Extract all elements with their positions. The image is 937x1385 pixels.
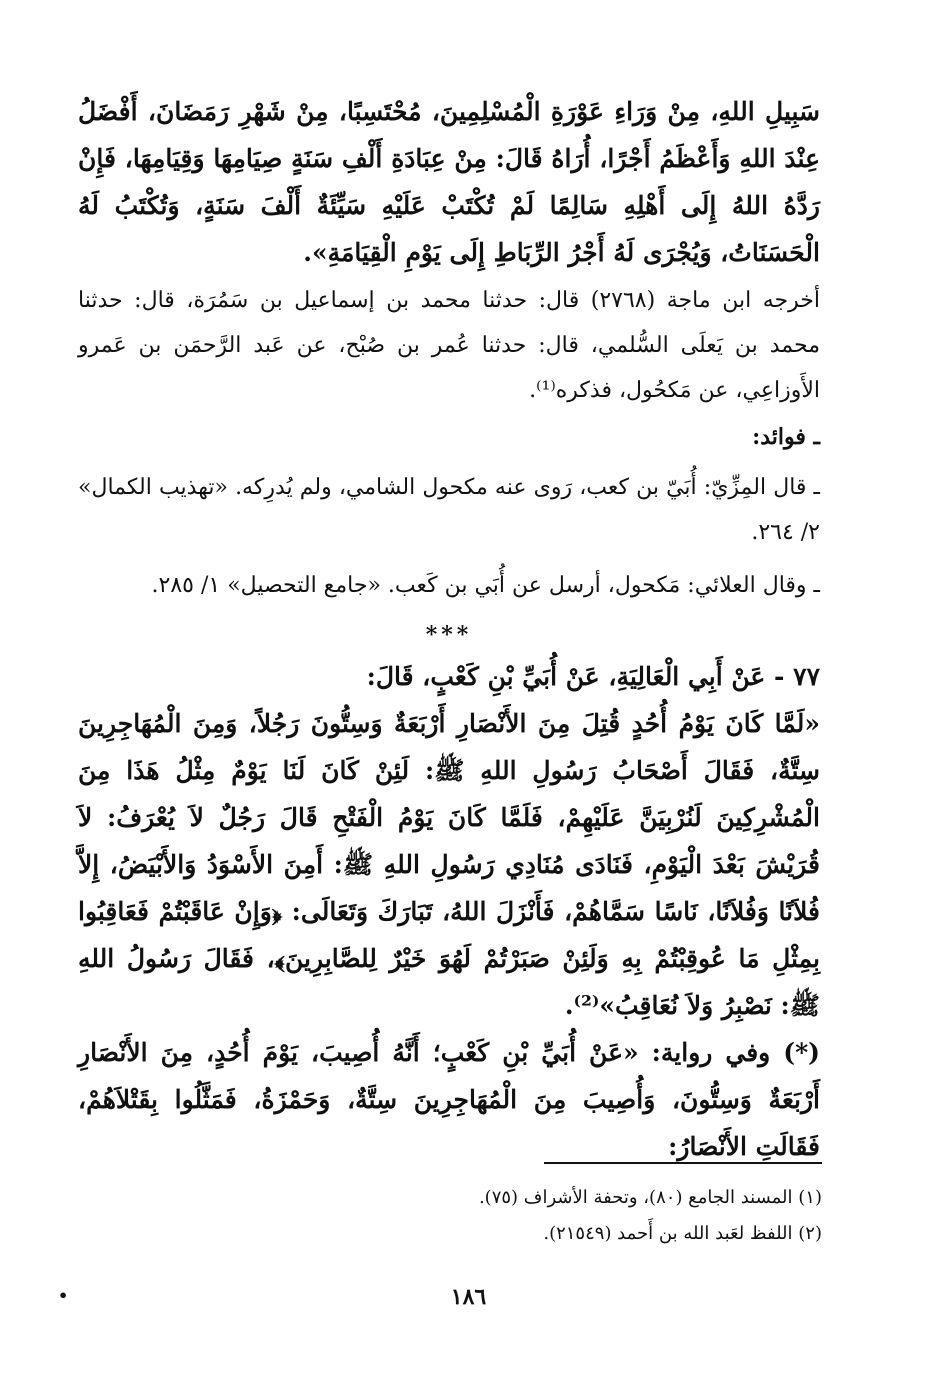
footnotes: [222, 1180, 822, 1252]
section-separator: ***: [425, 622, 473, 648]
hadith-77-title: ٧٧ - عَنْ أَبِي الْعَالِيَةِ، عَنْ أُبَيِّ بْنِ كَعْبٍ، قَالَ:: [366, 662, 820, 691]
hadith-77-variant: (*) وفي رواية: «عَنْ أُبَيِّ بْنِ كَعْبٍ؛ أَنَّهُ أُصِيبَ، يَوْمَ أُحُدٍ، مِنَ الأَنْصَارِ أَرْبَعَةٌ وَسِتُّونَ، وَأُصِيبَ مِنَ الْمُهَاجِرِينَ سِتَّةٌ، وَحَمْزَةُ، فَمَثَّلُوا بِقَتْلاَهُمْ، فَقَالَتِ الأَنْصَارُ:: [78, 1038, 820, 1161]
hadith-76-ending: سَبِيلِ اللهِ، مِنْ وَرَاءِ عَوْرَةِ الْمُسْلِمِينَ، مُحْتَسِبًا، مِنْ شَهْرِ رَمَضَانَ، أَفْضَلُ عِنْدَ اللهِ وَأَعْظَمُ أَجْرًا، أُرَاهُ قَالَ: مِنْ عِبَادَةِ أَلْفِ سَنَةٍ صِيَامِهَا وَقِيَامِهَا، فَإِنْ رَدَّهُ اللهُ إِلَى أَهْلِهِ سَالِمًا لَمْ تُكْتَبْ عَلَيْهِ سَيِّئَةٌ أَلْفَ سَنَةٍ، وَتُكْتَبُ لَهُ الْحَسَنَاتُ، وَيُجْرَى لَهُ أَجْرُ الرِّبَاطِ إِلَى يَوْمِ الْقِيَامَةِ».: [78, 97, 820, 267]
hadith-77-text: «لَمَّا كَانَ يَوْمُ أُحُدٍ قُتِلَ مِنَ الأَنْصَارِ أَرْبَعَةٌ وَسِتُّونَ رَجُلاً، وَمِنَ الْمُهَاجِرِينَ سِتَّةٌ، فَقَالَ أَصْحَابُ رَسُولِ اللهِ ﷺ: لَئِنْ كَانَ لَنَا يَوْمٌ مِثْلُ هَذَا مِنَ الْمُشْرِكِينَ لَنُرْبِيَنَّ عَلَيْهِمْ، فَلَمَّا كَانَ يَوْمُ الْفَتْحِ قَالَ رَجُلٌ لاَ يُعْرَفُ: لاَ قُرَيْشَ بَعْدَ الْيَوْمِ، فَنَادَى مُنَادِي رَسُولِ اللهِ ﷺ: أَمِنَ الأَسْوَدُ وَالأَبْيَضُ، إِلاَّ فُلاَنًا وَفُلاَنًا، نَاسًا سَمَّاهُمْ، فَأَنْزَلَ اللهُ، تَبَارَكَ وَتَعَالَى: ﴿وَإِنْ عَاقَبْتُمْ فَعَاقِبُوا بِمِثْلِ مَا عُوقِبْتُمْ بِهِ وَلَئِنْ صَبَرْتُمْ لَهُوَ خَيْرٌ لِلصَّابِرِينَ﴾، فَقَالَ رَسُولُ اللهِ ﷺ: نَصْبِرُ وَلاَ نُعَاقِبُ»⁽²⁾.: [78, 709, 820, 1020]
benefit-item: ـ وقال العلائي: مَكحول، أرسل عن أُبَي بن كَعب. «جامع التحصيل» ١/ ٢٨٥.: [151, 573, 820, 598]
footnote-1: (١) المسند الجامع (٨٠)، وتحفة الأشراف (٧٥).: [478, 1187, 822, 1208]
benefit-item: ـ قال المِزِّيّ: أُبَيّ بن كعب، رَوى عنه مكحول الشامي، ولم يُدرِكه. «تهذيب الكمال» ٢/ ٢٦٤.: [78, 475, 820, 545]
page-body: [78, 88, 820, 1170]
corner-mark: •: [58, 1286, 69, 1305]
footnote-divider: [544, 1162, 822, 1164]
page-number: ١٨٦: [450, 1284, 487, 1310]
benefits-heading: ـ فوائد:: [752, 424, 820, 450]
takhrij-paragraph: أخرجه ابن ماجة (٢٧٦٨) قال: حدثنا محمد بن إسماعيل بن سَمُرَة، قال: حدثنا محمد بن يَعلَى السُّلمي، قال: حدثنا عُمر بن صُبْح، عن عَبد الرَّحمَن بن عَمرو الأَوزاعِي، عن مَكحُول، فذكره⁽¹⁾.: [78, 288, 820, 403]
footnote-2: (٢) اللفظ لعَبد الله بن أَحمد (٢١٥٤٩).: [543, 1223, 822, 1244]
